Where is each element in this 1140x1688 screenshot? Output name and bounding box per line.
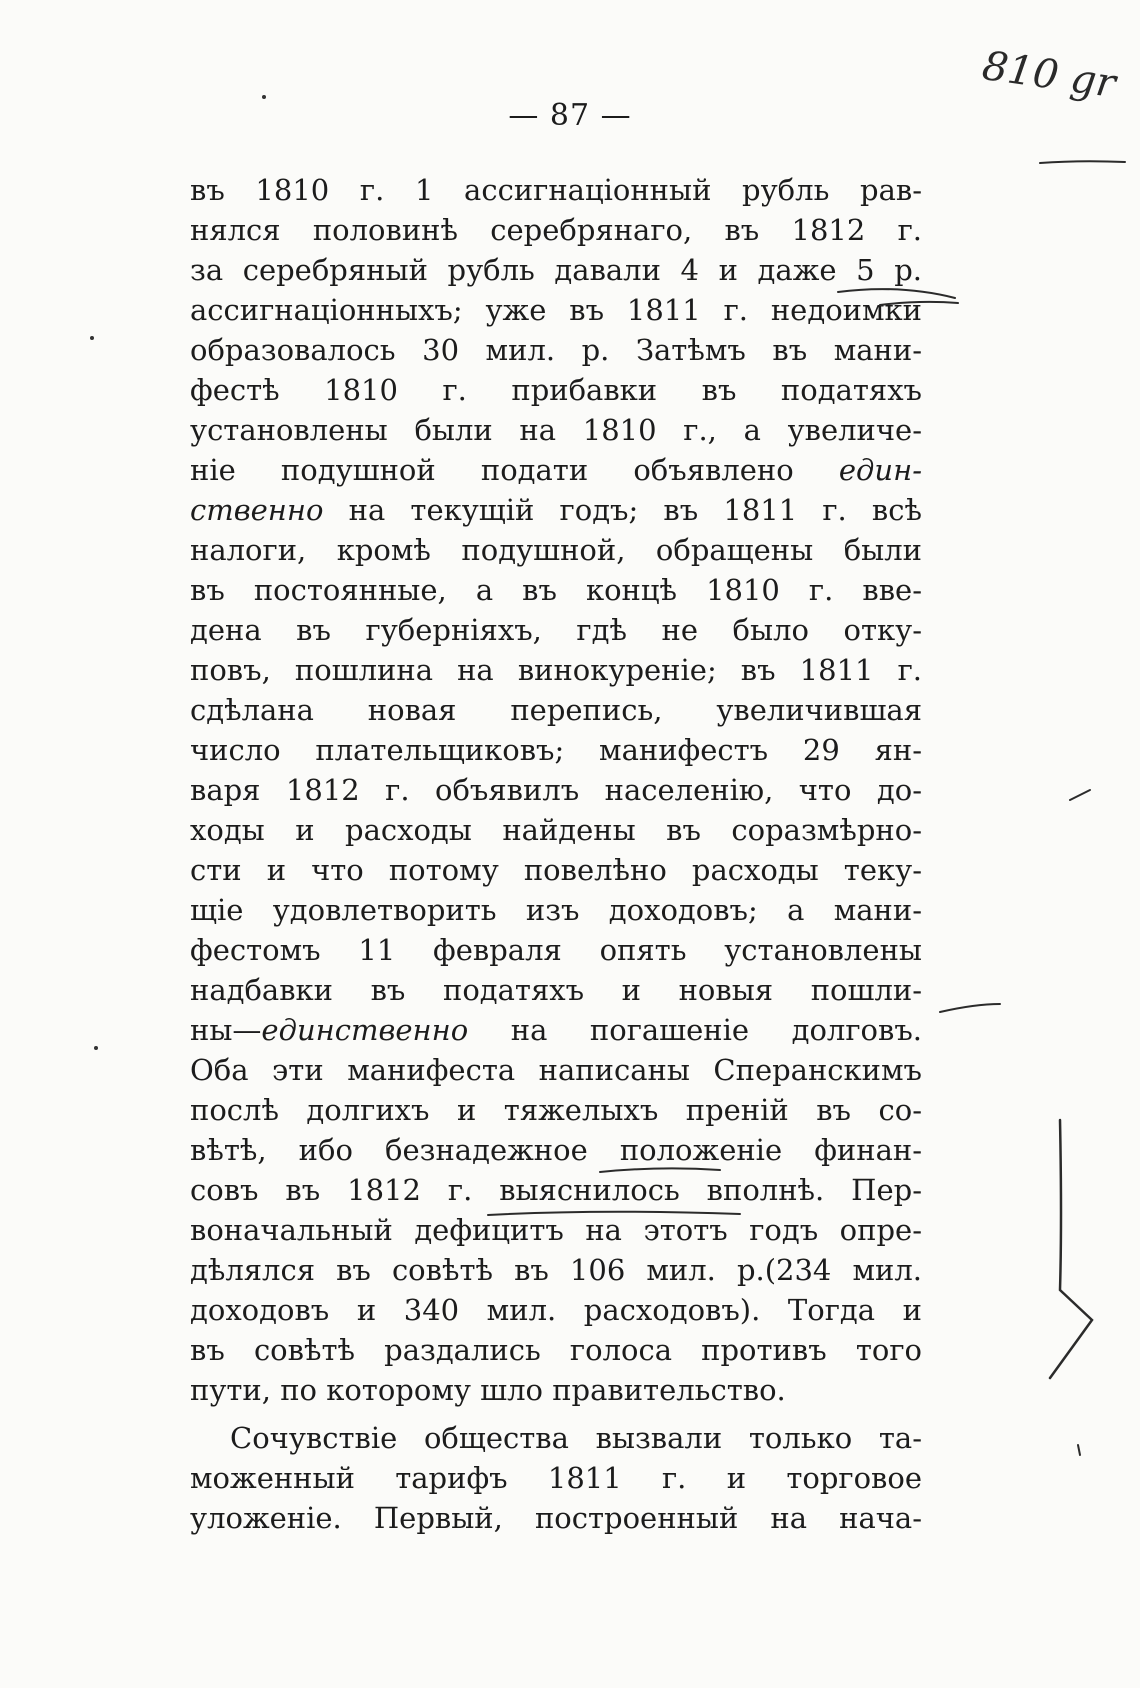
- pencil-tick-1: [1070, 790, 1090, 800]
- text-line: [190, 770, 922, 810]
- text-line: [190, 410, 922, 450]
- speck-1: [262, 95, 266, 99]
- text-line: [190, 850, 922, 890]
- text-line: [190, 210, 922, 250]
- text-line: [190, 1370, 922, 1410]
- pencil-dash-right: [940, 1004, 1000, 1012]
- text-run: послѣ долгихъ и тяжелыхъ преній въ со-: [190, 1093, 922, 1127]
- text-line: [190, 1210, 922, 1250]
- speck-3: [94, 1046, 98, 1050]
- italic-text: ственно: [190, 493, 324, 527]
- text-line: [190, 1498, 922, 1538]
- text-line: [190, 450, 922, 490]
- text-line: [190, 610, 922, 650]
- text-run: фестѣ 1810 г. прибавки въ податяхъ: [190, 373, 922, 407]
- text-line: [190, 250, 922, 290]
- text-run: дена въ губерніяхъ, гдѣ не было отку-: [190, 613, 922, 647]
- text-line: [190, 1458, 922, 1498]
- text-line: [190, 570, 922, 610]
- text-run: щіе удовлетворить изъ доходовъ; а мани-: [190, 893, 922, 927]
- text-line: [190, 170, 922, 210]
- text-line: [190, 370, 922, 410]
- paragraph-gap: [190, 1410, 922, 1418]
- text-run: сдѣлана новая перепись, увеличившая: [190, 693, 922, 727]
- text-run: дѣлялся въ совѣтѣ въ 106 мил. р.(234 мил.: [190, 1253, 922, 1287]
- text-run: вѣтѣ, ибо безнадежное положеніе финан-: [190, 1133, 922, 1167]
- text-line: [190, 1170, 922, 1210]
- handwritten-margin-note: 810 gr: [979, 42, 1119, 108]
- text-run: совъ въ 1812 г. выяснилось вполнѣ. Пер-: [190, 1173, 922, 1207]
- text-run: нялся половинѣ серебрянаго, въ 1812 г.: [190, 213, 922, 247]
- text-line: [190, 330, 922, 370]
- text-line: [190, 1418, 922, 1458]
- text-line: [190, 730, 922, 770]
- text-run: фестомъ 11 февраля опять установлены: [190, 933, 922, 967]
- text-run: за серебряный рубль давали 4 и даже 5 р.: [190, 253, 922, 287]
- page-number: — 87 —: [508, 98, 632, 133]
- text-run: образовалось 30 мил. р. Затѣмъ въ мани-: [190, 333, 922, 367]
- text-run: повъ, пошлина на винокуреніе; въ 1811 г.: [190, 653, 922, 687]
- text-run: въ постоянные, а въ концѣ 1810 г. вве-: [190, 573, 922, 607]
- text-run: на погашеніе долговъ.: [468, 1013, 922, 1047]
- pencil-margin-bracket: [1050, 1120, 1092, 1378]
- text-run: ходы и расходы найдены въ соразмѣрно-: [190, 813, 922, 847]
- text-run: ассигнаціонныхъ; уже въ 1811 г. недоимки: [190, 293, 922, 327]
- text-run: воначальный дефицитъ на этотъ годъ опре-: [190, 1213, 922, 1247]
- text-run: на текущій годъ; въ 1811 г. всѣ: [323, 493, 922, 527]
- body-text: [190, 170, 922, 1538]
- text-line: [190, 1090, 922, 1130]
- italic-text: един-: [838, 453, 922, 487]
- text-run: ны—: [190, 1013, 262, 1047]
- text-line: [190, 1050, 922, 1090]
- text-run: установлены были на 1810 г., а увеличе-: [190, 413, 922, 447]
- text-run: доходовъ и 340 мил. расходовъ). Тогда и: [190, 1293, 922, 1327]
- text-line: [190, 690, 922, 730]
- text-run: варя 1812 г. объявилъ населенію, что до-: [190, 773, 922, 807]
- text-run: Оба эти манифеста написаны Сперанскимъ: [190, 1053, 922, 1087]
- text-run: пути, по которому шло правительство.: [190, 1373, 786, 1407]
- text-line: [190, 890, 922, 930]
- text-run: въ 1810 г. 1 ассигнаціонный рубль рав-: [190, 173, 922, 207]
- text-line: [190, 810, 922, 850]
- text-line: [190, 1250, 922, 1290]
- text-line: [190, 290, 922, 330]
- text-line: [190, 650, 922, 690]
- text-run: уложеніе. Первый, построенный на нача-: [190, 1501, 922, 1535]
- text-run: въ совѣтѣ раздались голоса противъ того: [190, 1333, 922, 1367]
- text-line: [190, 530, 922, 570]
- text-run: моженный тарифъ 1811 г. и торговое: [190, 1461, 922, 1495]
- text-run: надбавки въ податяхъ и новыя пошли-: [190, 973, 922, 1007]
- text-line: [190, 970, 922, 1010]
- text-line: [190, 1010, 922, 1050]
- text-run: Сочувствіе общества вызвали только та-: [230, 1421, 922, 1455]
- italic-text: единственно: [261, 1013, 469, 1047]
- text-line: [190, 1290, 922, 1330]
- text-line: [190, 930, 922, 970]
- text-run: ніе подушной подати объявлено: [190, 453, 839, 487]
- text-run: число плательщиковъ; манифестъ 29 ян-: [190, 733, 922, 767]
- text-line: [190, 490, 922, 530]
- text-line: [190, 1130, 922, 1170]
- pencil-tick-2: [1078, 1445, 1080, 1455]
- speck-2: [90, 336, 94, 340]
- pencil-note-underline: [1040, 161, 1125, 163]
- text-line: [190, 1330, 922, 1370]
- text-run: сти и что потому повелѣно расходы теку-: [190, 853, 922, 887]
- text-run: налоги, кромѣ подушной, обращены были: [190, 533, 922, 567]
